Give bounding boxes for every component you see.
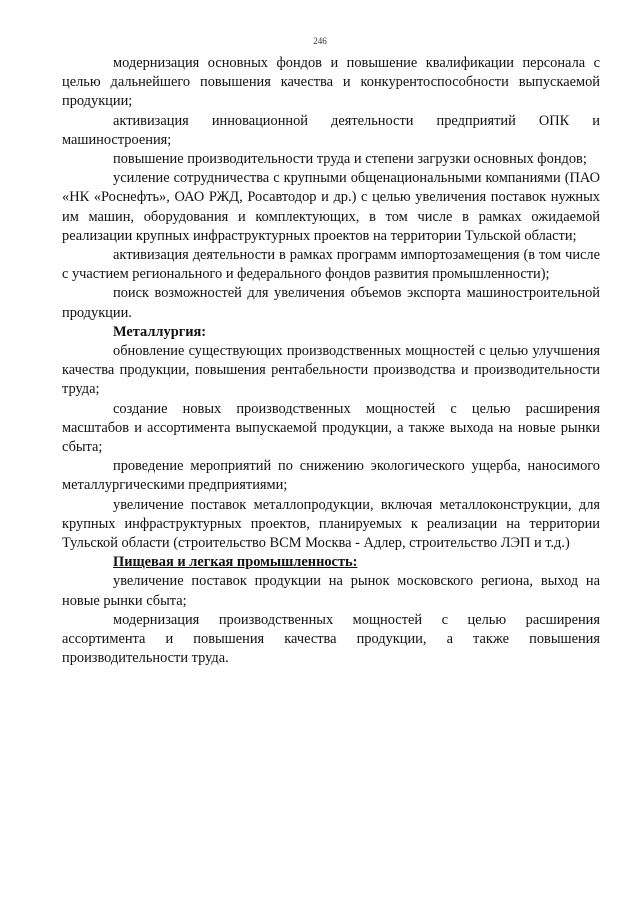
- paragraph: обновление существующих производственных мощностей с целью улучшения качества продукции, повышения рентабельности производства и производительности труда;: [62, 343, 600, 398]
- paragraph: поиск возможностей для увеличения объемов экспорта машиностроительной продукции.: [62, 285, 600, 321]
- paragraph: повышение производительности труда и степени загрузки основных фондов;: [113, 151, 587, 168]
- paragraph: создание новых производственных мощностей с целью расширения масштабов и ассортимента выпускаемой продукции, а также выхода на новые рынки сбыта;: [62, 400, 600, 456]
- paragraph: проведение мероприятий по снижению экологического ущерба, наносимого металлургическими предприятиями;: [62, 458, 600, 494]
- section-heading-metallurgy: Металлургия:: [113, 323, 207, 340]
- paragraph: модернизация производственных мощностей с целью расширения ассортимента и повышения качества продукции, а также повышения производительности труда.: [62, 611, 600, 667]
- paragraph: модернизация основных фондов и повышение квалификации персонала с целью дальнейшего повышения качества и конкурентоспособности выпускаемой продукции;: [62, 55, 600, 110]
- paragraph: увеличение поставок продукции на рынок московского региона, выход на новые рынки сбыта;: [62, 573, 600, 609]
- section-heading-food-industry-text: Пищевая и легкая промышленность:: [113, 554, 358, 571]
- paragraph: увеличение поставок металлопродукции, включая металлоконструкции, для крупных инфраструктурных проектов, планируемых к реализации на территории Тульской области (строительство ВСМ Москва - Адлер, строительство ЛЭП и т.д.): [62, 496, 600, 552]
- paragraph: активизация деятельности в рамках программ импортозамещения (в том числе с участием регионального и федерального фондов развития промышленности);: [62, 247, 600, 283]
- paragraph: усиление сотрудничества с крупными общенациональными компаниями (ПАО «НК «Роснефть», ОАО РЖД, Росавтодор и др.) с целью увеличения поставок нужных им машин, оборудования и комплектующих, в том числе в рамках ожидаемой реализации крупных инфраструктурных проектов на территории Тульской области;: [62, 170, 600, 244]
- document-body: [62, 54, 600, 669]
- section-heading-food-industry: [62, 553, 600, 572]
- paragraph: активизация инновационной деятельности предприятий ОПК и машиностроения;: [62, 112, 600, 148]
- page-number: 246: [313, 36, 327, 46]
